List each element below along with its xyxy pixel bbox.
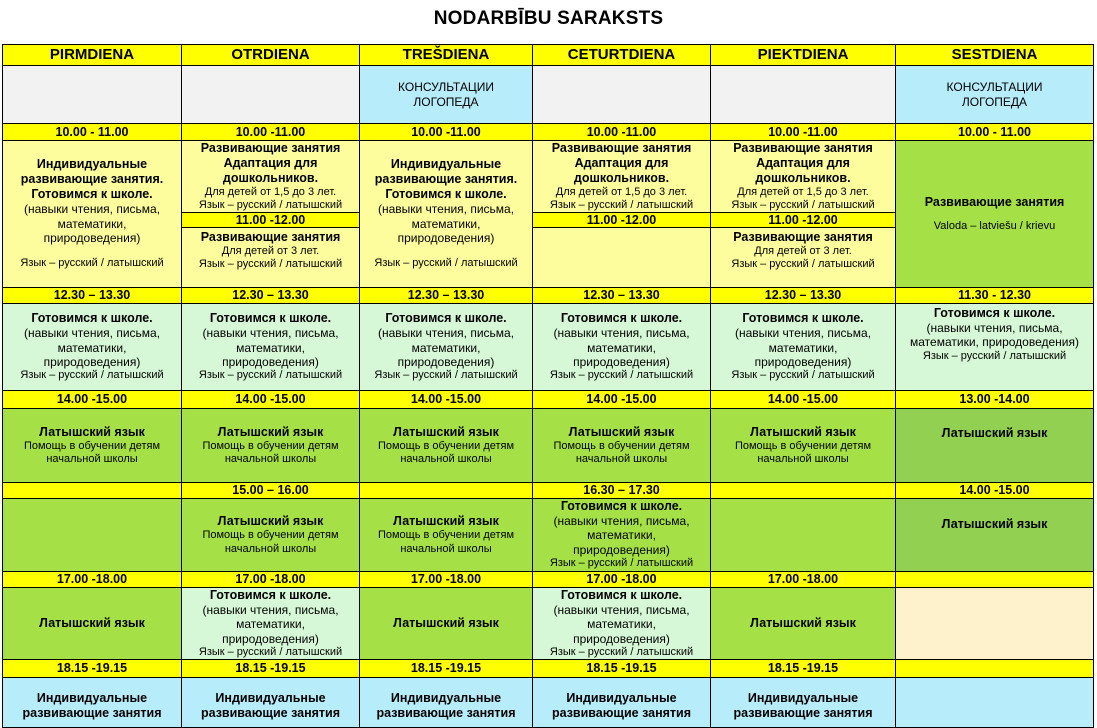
time-slot: 14.00 -15.00 — [895, 482, 1094, 499]
class-lang: Язык – русский / латышский — [731, 199, 875, 211]
time-slot: 13.00 -14.00 — [895, 390, 1094, 409]
class-desc: природоведения) — [43, 355, 141, 370]
class-title: Индивидуальные — [747, 691, 859, 705]
time-slot: 14.00 -15.00 — [710, 390, 896, 409]
time-slot: 10.00 -11.00 — [181, 123, 360, 141]
class-title: развивающие занятия. — [374, 172, 518, 187]
class-cell — [710, 408, 896, 483]
class-title: Готовимся к школе. — [560, 499, 683, 513]
class-title: Латышский язык — [941, 517, 1048, 531]
class-cell — [359, 303, 533, 391]
class-lang: Язык – русский / латышский — [549, 369, 694, 382]
class-cell — [359, 498, 533, 572]
class-lang: Язык – русский / латышский — [549, 557, 694, 570]
time-slot: 17.00 -18.00 — [2, 571, 182, 588]
time-slot: 11.30 - 12.30 — [895, 287, 1094, 304]
class-lang: Язык – русский / латышский — [374, 369, 518, 382]
class-cell — [710, 140, 896, 213]
class-title: Развивающие занятия — [551, 140, 692, 155]
class-desc: (навыки чтения, письма, — [23, 202, 161, 217]
class-title: Готовимся к школе. — [385, 311, 507, 326]
class-cell — [532, 677, 711, 728]
time-slot: 14.00 -15.00 — [532, 390, 711, 409]
class-cell — [895, 408, 1094, 483]
time-slot: 17.00 -18.00 — [532, 571, 711, 588]
class-title: Индивидуальные — [390, 691, 502, 705]
class-title: Индивидуальные — [36, 691, 148, 705]
class-desc: начальной школы — [46, 453, 138, 465]
class-desc: (навыки чтения, письма, — [23, 326, 161, 341]
class-cell — [181, 140, 360, 213]
class-title: дошкольников. — [222, 170, 319, 185]
class-desc: начальной школы — [400, 542, 492, 555]
page-title: NODARBĪBU SARAKSTS — [433, 8, 664, 29]
class-desc: природоведения) — [573, 542, 670, 557]
class-desc: математики, — [236, 340, 305, 355]
empty-cell — [710, 498, 896, 572]
time-slot: 10.00 - 11.00 — [895, 123, 1094, 141]
class-desc: Для детей от 1,5 до 3 лет. — [204, 185, 337, 198]
class-cell — [2, 677, 182, 728]
day-saturday: SESTDIENA — [895, 44, 1094, 66]
class-title: Латышский язык — [750, 616, 856, 630]
class-lang: Valoda – latviešu / krievu — [933, 219, 1056, 232]
class-desc: Помощь в обучении детям — [202, 529, 339, 542]
class-desc: математики, — [236, 617, 305, 632]
day-tuesday: OTRDIENA — [181, 44, 360, 66]
consult-label: КОНСУЛЬТАЦИИ ЛОГОПЕДА — [398, 80, 494, 109]
class-desc: начальной школы — [224, 542, 317, 555]
class-title: Латышский язык — [393, 424, 499, 439]
time-slot-empty — [359, 482, 533, 499]
class-lang: Язык – русский / латышский — [20, 369, 164, 382]
class-title: Готовимся к школе. — [560, 587, 683, 602]
class-desc: начальной школы — [575, 453, 668, 465]
class-cell — [359, 408, 533, 483]
class-title: Готовимся к школе. — [31, 311, 153, 326]
time-slot: 11.00 -12.00 — [532, 212, 711, 228]
empty-cell — [2, 65, 182, 124]
class-lang: Язык – русский / латышский — [731, 369, 875, 382]
class-desc: Помощь в обучении детям — [377, 439, 515, 452]
class-lang: Язык – русский / латышский — [374, 257, 518, 270]
day-thursday: CETURTDIENA — [532, 44, 711, 66]
class-cell — [895, 303, 1094, 391]
time-slot: 17.00 -18.00 — [359, 571, 533, 588]
class-title: Индивидуальные — [566, 691, 677, 705]
class-cell — [181, 408, 360, 483]
class-desc: природоведения) — [397, 355, 495, 370]
class-title: Латышский язык — [39, 616, 145, 630]
class-cell — [532, 140, 711, 213]
class-cell — [181, 227, 360, 288]
class-lang: Язык – русский / латышский — [549, 199, 694, 211]
empty-cell — [532, 65, 711, 124]
class-cell — [359, 677, 533, 728]
class-desc: математики, природоведения) — [910, 335, 1079, 350]
consult-cell — [359, 65, 533, 124]
class-title: Готовимся к школе. — [560, 311, 683, 326]
class-title: развивающие занятия — [733, 706, 873, 720]
day-friday: PIEKTDIENA — [710, 44, 896, 66]
class-desc: математики, — [411, 340, 481, 355]
class-title: Готовимся к школе. — [385, 187, 507, 202]
time-slot: 12.30 – 13.30 — [532, 287, 711, 304]
class-lang: Язык – русский / латышский — [731, 258, 875, 271]
time-slot: 17.00 -18.00 — [710, 571, 896, 588]
class-desc: математики, — [768, 340, 838, 355]
class-lang: Язык – русский / латышский — [549, 646, 694, 658]
class-title: Готовимся к школе. — [209, 587, 332, 602]
time-slot: 12.30 – 13.30 — [359, 287, 533, 304]
time-slot-empty — [2, 482, 182, 499]
class-cell — [895, 140, 1094, 288]
class-cell — [710, 587, 896, 660]
class-title: развивающие занятия — [551, 706, 692, 720]
class-title: дошкольников. — [755, 170, 851, 185]
empty-cell — [532, 227, 711, 288]
class-desc: Для детей от 3 лет. — [754, 245, 852, 257]
consult-cell — [895, 65, 1094, 124]
time-slot-empty — [710, 482, 896, 499]
schedule-table — [2, 44, 1094, 728]
class-cell — [2, 140, 182, 288]
class-lang: Язык – русский / латышский — [20, 257, 164, 270]
class-desc: Помощь в обучении детям — [377, 529, 515, 542]
class-desc: (навыки чтения, письма, — [202, 326, 339, 341]
class-title: дошкольников. — [573, 170, 670, 185]
day-monday: PIRMDIENA — [2, 44, 182, 66]
class-desc: (навыки чтения, письма, — [734, 326, 872, 341]
class-title: Адаптация для — [756, 155, 850, 170]
class-cell — [2, 587, 182, 660]
class-title: Развивающие занятия — [733, 230, 873, 244]
class-title: Латышский язык — [217, 424, 324, 439]
class-cell — [359, 140, 533, 288]
class-title: Индивидуальные — [36, 157, 148, 172]
time-slot: 15.00 – 16.00 — [181, 482, 360, 499]
class-cell — [2, 408, 182, 483]
class-cell — [710, 227, 896, 288]
class-title: Развивающие занятия — [924, 194, 1065, 209]
class-cell — [181, 677, 360, 728]
class-lang: Язык – русский / латышский — [922, 349, 1067, 362]
time-slot: 12.30 – 13.30 — [710, 287, 896, 304]
class-desc: (навыки чтения, письма, — [377, 326, 515, 341]
empty-cell — [710, 65, 896, 124]
time-slot: 16.30 – 17.30 — [532, 482, 711, 499]
time-slot: 18.15 -19.15 — [532, 659, 711, 678]
time-slot: 10.00 - 11.00 — [2, 123, 182, 141]
class-title: Развивающие занятия — [733, 140, 873, 155]
class-lang: Язык – русский / латышский — [198, 646, 343, 658]
time-slot: 10.00 -11.00 — [710, 123, 896, 141]
consult-label: КОНСУЛЬТАЦИИ ЛОГОПЕДА — [946, 80, 1043, 109]
empty-cell — [895, 677, 1094, 728]
class-desc: Для детей от 3 лет. — [221, 245, 320, 257]
time-slot: 10.00 -11.00 — [532, 123, 711, 141]
day-wednesday: TREŠDIENA — [359, 44, 533, 66]
class-title: Развивающие занятия — [200, 230, 341, 244]
class-cell — [181, 303, 360, 391]
class-desc: (навыки чтения, письма, — [202, 602, 339, 617]
class-cell — [181, 498, 360, 572]
class-title: Развивающие занятия — [200, 140, 341, 155]
class-desc: (навыки чтения, письма, — [377, 202, 515, 217]
time-slot: 11.00 -12.00 — [710, 212, 896, 228]
class-desc: природоведения) — [573, 631, 670, 646]
time-slot: 14.00 -15.00 — [359, 390, 533, 409]
class-desc: математики, — [587, 340, 656, 355]
time-slot-empty — [895, 659, 1094, 678]
empty-cell — [181, 65, 360, 124]
class-cell — [359, 587, 533, 660]
class-desc: (навыки чтения, письма, — [553, 326, 690, 341]
class-title: Латышский язык — [217, 514, 324, 529]
class-desc: начальной школы — [224, 453, 317, 465]
class-title: Адаптация для — [574, 155, 669, 170]
class-cell — [532, 408, 711, 483]
class-cell — [532, 587, 711, 660]
class-title: Латышский язык — [941, 426, 1048, 440]
time-slot: 18.15 -19.15 — [710, 659, 896, 678]
class-cell — [181, 587, 360, 660]
class-cell — [532, 303, 711, 391]
class-title: Готовимся к школе. — [742, 311, 864, 326]
class-lang: Язык – русский / латышский — [198, 258, 343, 271]
class-lang: Язык – русский / латышский — [198, 369, 343, 382]
class-desc: начальной школы — [757, 453, 849, 465]
class-cell — [710, 303, 896, 391]
time-slot: 14.00 -15.00 — [2, 390, 182, 409]
time-slot: 18.15 -19.15 — [2, 659, 182, 678]
class-desc: математики, — [411, 216, 481, 231]
class-desc: (навыки чтения, письма, — [553, 602, 690, 617]
class-title: развивающие занятия. — [20, 172, 164, 187]
class-desc: природоведения) — [43, 231, 141, 246]
class-desc: природоведения) — [222, 355, 319, 370]
class-desc: математики, — [587, 617, 656, 632]
time-slot: 11.00 -12.00 — [181, 212, 360, 228]
time-slot: 12.30 – 13.30 — [181, 287, 360, 304]
class-desc: Помощь в обучении детям — [202, 439, 339, 452]
class-desc: Для детей от 1,5 до 3 лет. — [555, 185, 688, 198]
class-desc: Для детей от 1,5 до 3 лет. — [737, 185, 869, 198]
class-desc: Помощь в обучении детям — [734, 439, 872, 452]
empty-cell — [895, 587, 1094, 660]
class-desc: Помощь в обучении детям — [23, 439, 161, 452]
class-desc: природоведения) — [573, 355, 670, 370]
class-title: развивающие занятия — [22, 706, 162, 720]
class-title: Латышский язык — [568, 424, 675, 439]
class-title: Адаптация для — [223, 155, 318, 170]
class-title: Латышский язык — [750, 424, 856, 439]
class-cell — [710, 677, 896, 728]
class-title: Готовимся к школе. — [31, 187, 153, 202]
class-desc: природоведения) — [754, 355, 852, 370]
time-slot: 18.15 -19.15 — [181, 659, 360, 678]
class-desc: (навыки чтения, письма, — [926, 321, 1063, 335]
class-desc: начальной школы — [400, 453, 492, 465]
class-desc: (навыки чтения, письма, — [553, 514, 690, 528]
class-title: Готовимся к школе. — [209, 311, 332, 326]
empty-cell — [2, 498, 182, 572]
class-desc: математики, — [587, 528, 656, 543]
class-title: Латышский язык — [393, 514, 499, 529]
class-desc: математики, — [57, 216, 127, 231]
class-lang: Язык – русский / латышский — [198, 199, 343, 211]
time-slot: 17.00 -18.00 — [181, 571, 360, 588]
class-title: Индивидуальные — [390, 157, 502, 172]
class-cell — [532, 498, 711, 572]
class-title: Готовимся к школе. — [933, 306, 1056, 320]
class-desc: природоведения) — [222, 631, 319, 646]
class-cell — [2, 303, 182, 391]
class-title: Латышский язык — [39, 424, 145, 439]
time-slot-empty — [895, 571, 1094, 588]
class-desc: математики, — [57, 340, 127, 355]
class-desc: природоведения) — [397, 231, 495, 246]
class-title: Индивидуальные — [215, 691, 326, 705]
class-title: развивающие занятия — [200, 706, 341, 720]
time-slot: 18.15 -19.15 — [359, 659, 533, 678]
time-slot: 10.00 -11.00 — [359, 123, 533, 141]
class-desc: Помощь в обучении детям — [553, 439, 690, 452]
class-title: Латышский язык — [393, 616, 499, 630]
time-slot: 12.30 – 13.30 — [2, 287, 182, 304]
class-title: развивающие занятия — [376, 706, 516, 720]
time-slot: 14.00 -15.00 — [181, 390, 360, 409]
class-cell — [895, 498, 1094, 572]
